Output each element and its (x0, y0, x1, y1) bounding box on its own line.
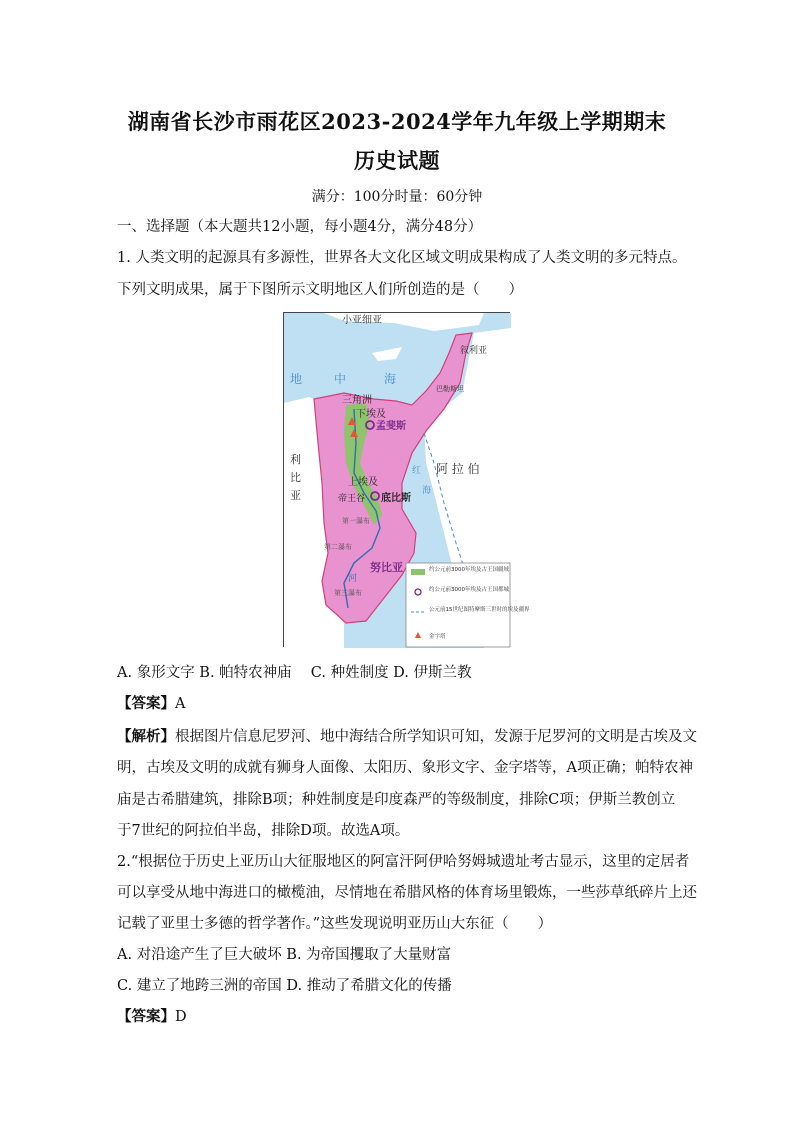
q2-answer (117, 1007, 677, 1027)
exam-title: 湖南省长沙市雨花区2023-2024学年九年级上学期期末 (127, 109, 667, 134)
q1-stem-line2: 下列文明成果，属于下图所示文明地区人们所创造的是（ ） (117, 282, 523, 298)
q1-answer-value: A (175, 696, 186, 712)
q2-stem-line1: 2.“根据位于历史上亚历山大征服地区的阿富汗阿伊哈努姆城遗址考古显示，这里的定居者 (117, 854, 690, 870)
exam-meta: 满分：100分时量：60分钟 (311, 189, 483, 205)
label-med-1: 地 (290, 372, 303, 386)
label-red-1: 红 (412, 466, 422, 476)
label-delta: 三角洲 (342, 395, 372, 406)
q1-stem-line1: 1. 人类文明的起源具有多源性，世界各大文化区域文明成果构成了人类文明的多元特点。 (117, 250, 687, 266)
q2-answer-value: D (175, 1009, 187, 1025)
label-red-2: 海 (422, 486, 432, 496)
section-heading: 一、选择题（本大题共12小题，每小题4分，满分48分） (117, 219, 483, 235)
q2-stem-line2: 可以享受从地中海进口的橄榄油，尽情地在希腊风格的体育场里锻炼，一些莎草纸碎片上还 (117, 885, 697, 901)
label-memphis: 孟斐斯 (376, 421, 406, 432)
label-valley-kings: 帝王谷 (338, 494, 366, 504)
label-libya-3: 亚 (290, 489, 301, 502)
q2-options-line2: C. 建立了地跨三洲的帝国 D. 推动了希腊文化的传播 (117, 978, 452, 994)
legend-swatch-kingdom (411, 569, 425, 575)
q1-analysis-line1 (117, 727, 697, 747)
legend-item-3: 公元前15世纪图特摩斯三世时的埃及疆界 (429, 607, 530, 613)
q2-stem-line3: 记载了亚里士多德的哲学著作。”这些发现说明亚历山大东征（ ） (117, 916, 553, 932)
label-arabia: 阿 拉 伯 (436, 462, 480, 476)
map-legend (406, 563, 530, 647)
q1-analysis-text1: 根据图片信息尼罗河、地中海结合所学知识可知，发源于尼罗河的文明是古埃及文 (175, 729, 697, 745)
label-libya-2: 比 (290, 471, 301, 484)
legend-item-4: 金字塔 (429, 634, 446, 640)
egypt-map-svg (284, 313, 530, 648)
label-asia-minor: 小亚细亚 (342, 315, 382, 326)
label-nile: 河 (348, 574, 358, 584)
label-lower-egypt: 下埃及 (356, 409, 386, 420)
q1-analysis-line3: 庙是古希腊建筑，排除B项；种姓制度是印度森严的等级制度，排除C项；伊斯兰教创立 (117, 792, 676, 808)
q1-answer (117, 694, 677, 714)
legend-item-1: 约公元前3000年埃及古王国疆域 (429, 567, 509, 573)
q2-answer-label: 【答案】 (117, 1008, 175, 1025)
label-thebes: 底比斯 (381, 493, 411, 504)
label-syria: 叙利亚 (460, 346, 488, 356)
label-upper-egypt: 上埃及 (348, 477, 378, 488)
label-med-2: 中 (334, 372, 347, 386)
q1-options: A. 象形文字 B. 帕特农神庙 C. 种姓制度 D. 伊斯兰教 (117, 665, 472, 681)
label-palestine: 巴勒斯坦 (436, 385, 464, 393)
label-cataract-3: 第三瀑布 (334, 589, 362, 597)
exam-subtitle: 历史试题 (354, 148, 440, 173)
label-med-3: 海 (384, 372, 397, 386)
q1-analysis-label: 【解析】 (117, 728, 175, 745)
q2-options-line1: A. 对沿途产生了巨大破坏 B. 为帝国攫取了大量财富 (117, 947, 452, 963)
q1-analysis-line4: 于7世纪的阿拉伯半岛，排除D项。故选A项。 (117, 823, 410, 839)
label-cataract-2: 第二瀑布 (324, 543, 352, 551)
label-libya-1: 利 (290, 453, 301, 466)
label-nubia: 努比亚 (370, 561, 403, 574)
legend-item-2: 约公元前3000年埃及古王国都城 (429, 587, 509, 593)
egypt-map (283, 312, 530, 647)
legend-box (406, 563, 510, 647)
q1-analysis-line2: 明，古埃及文明的成就有狮身人面像、太阳历、象形文字、金字塔等，A项正确；帕特农神 (117, 760, 693, 776)
label-cataract-1: 第一瀑布 (342, 517, 370, 525)
q1-answer-label: 【答案】 (117, 695, 175, 712)
